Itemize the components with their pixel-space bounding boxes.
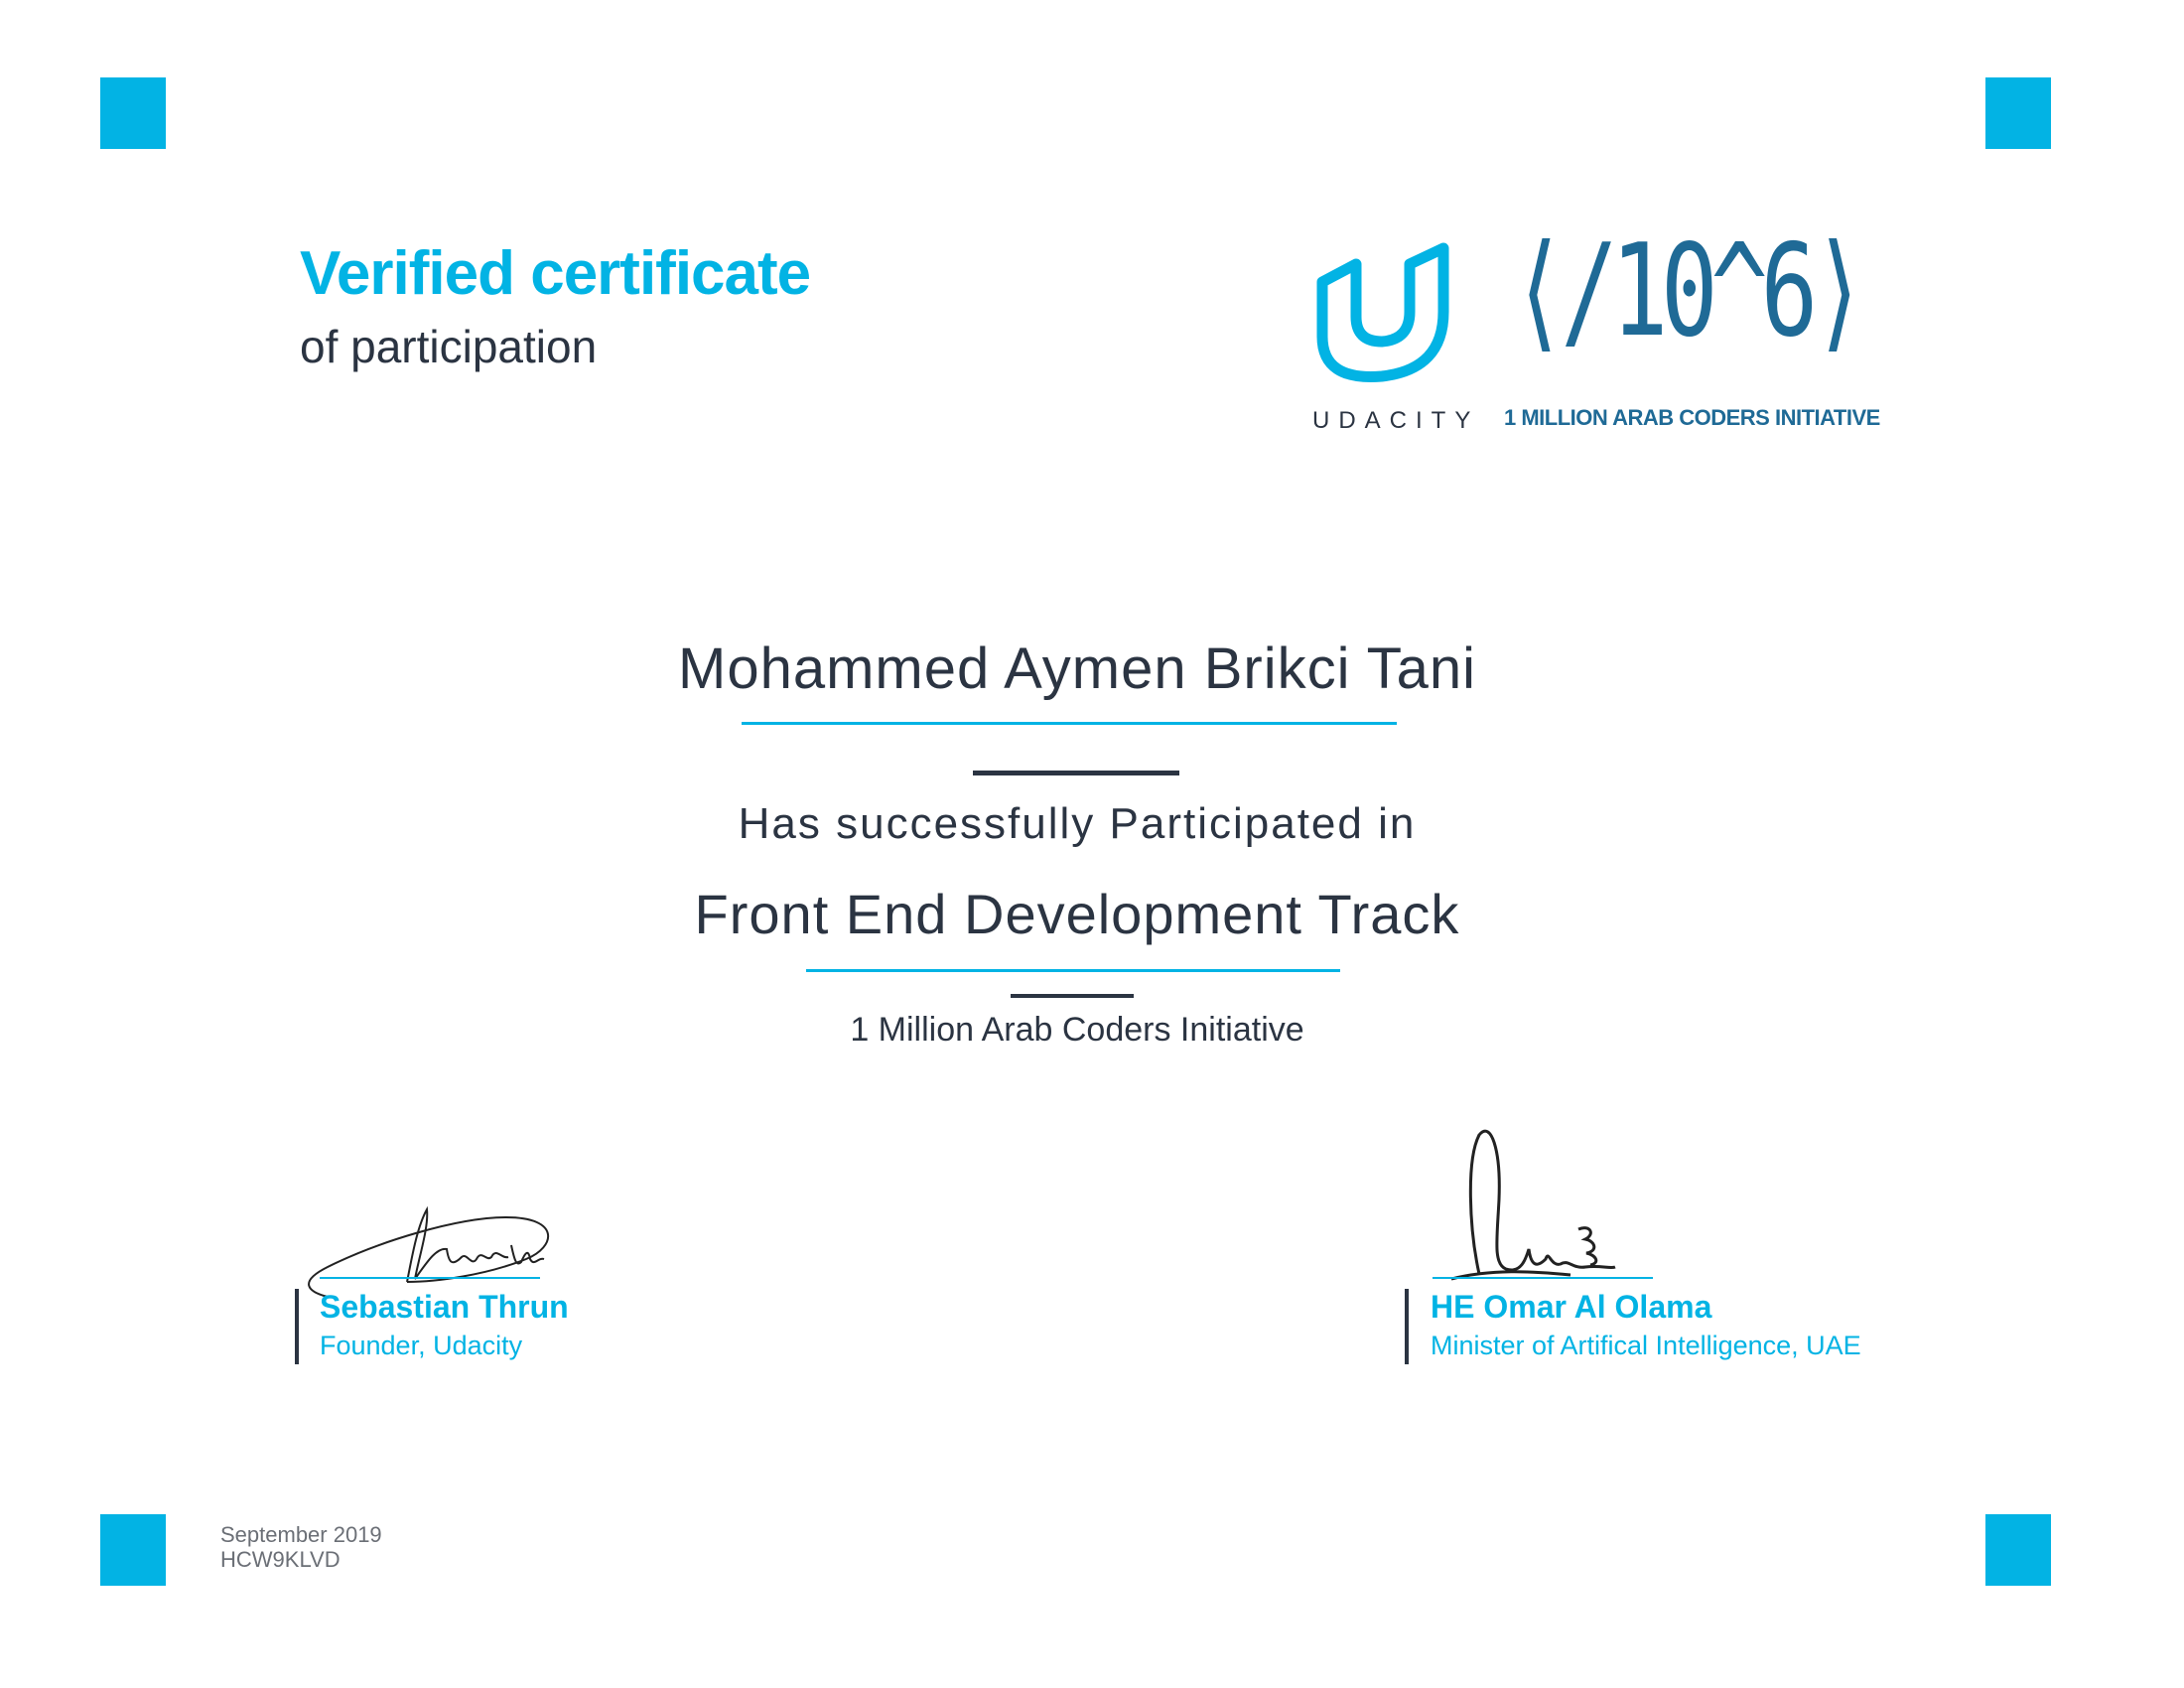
certificate-title: Verified certificate [300, 239, 811, 308]
track-name: Front End Development Track [694, 883, 1460, 945]
signatory-role-1: Founder, Udacity [320, 1331, 523, 1360]
signature-line-1 [320, 1277, 540, 1279]
program-name: 1 Million Arab Coders Initiative [850, 1011, 1304, 1049]
corner-square-bottom-right [1985, 1514, 2051, 1586]
udacity-wordmark: UDACITY [1312, 407, 1480, 434]
signatory-name-2: HE Omar Al Olama [1431, 1289, 1712, 1325]
recipient-divider [973, 771, 1179, 775]
recipient-name: Mohammed Aymen Brikci Tani [678, 636, 1476, 701]
corner-square-top-right [1985, 77, 2051, 149]
signature-line-2 [1433, 1277, 1653, 1279]
issue-date: September 2019 [220, 1522, 382, 1547]
signatory-bar-2 [1405, 1289, 1409, 1364]
million-coders-english-logo: 1 MILLION ARAB CODERS INITIATIVE [1504, 405, 1880, 430]
certificate-subtitle: of participation [300, 321, 598, 372]
recipient-underline [742, 722, 1397, 725]
million-coders-arabic-logo [1507, 359, 1852, 403]
signatory-name-1: Sebastian Thrun [320, 1289, 569, 1325]
corner-square-top-left [100, 77, 166, 149]
signatory-bar-1 [295, 1289, 299, 1364]
million-coders-logo: ⟨/10^6⟩ [1511, 217, 1861, 365]
participation-statement: Has successfully Participated in [738, 799, 1417, 848]
track-divider [1011, 994, 1134, 998]
udacity-logo-icon [1312, 242, 1461, 391]
track-underline [806, 969, 1340, 972]
verification-code: HCW9KLVD [220, 1547, 341, 1572]
omar-al-olama-signature [1451, 1120, 1630, 1289]
signatory-role-2: Minister of Artifical Intelligence, UAE [1431, 1331, 1861, 1360]
corner-square-bottom-left [100, 1514, 166, 1586]
